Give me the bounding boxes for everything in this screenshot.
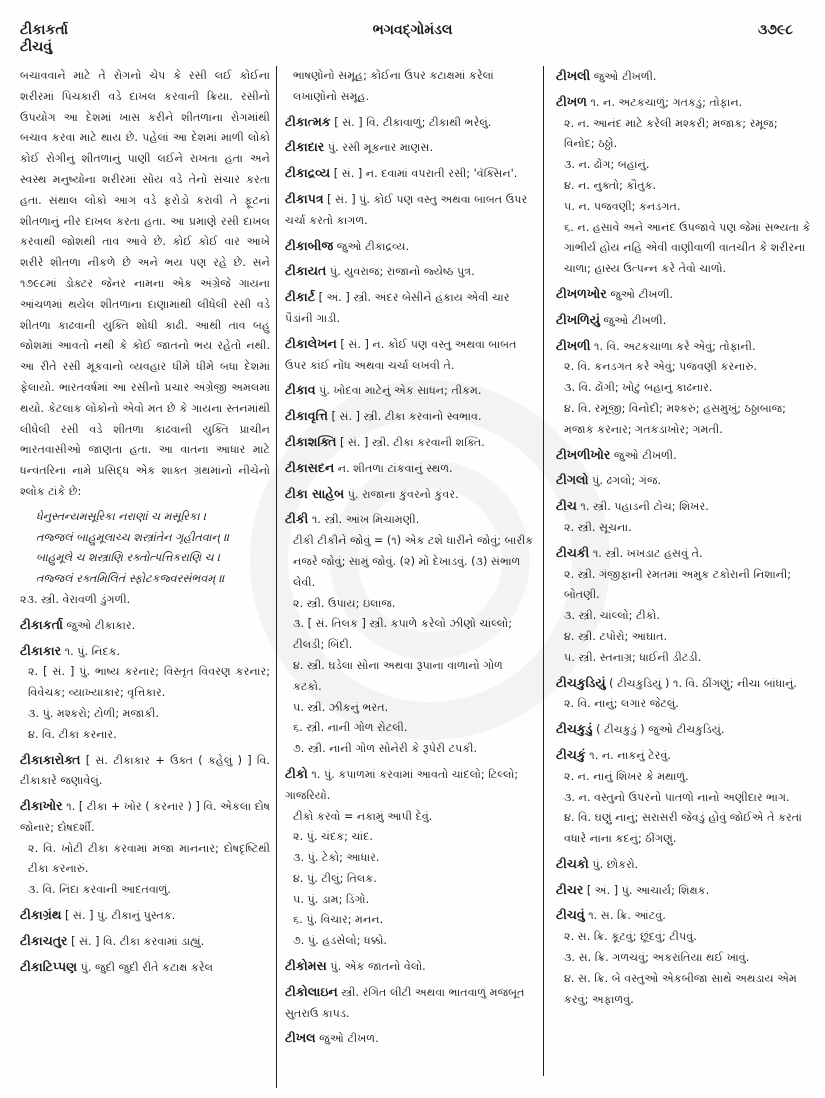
- dictionary-entry: [20, 796, 270, 901]
- sense: ૬. સ્ત્રી. નાની ગોળ રોટલી.: [293, 721, 408, 735]
- verse-line: ધેનુસ્તન્યમસૂરિકા નરાણાં ચ મસૂરિકા ।: [36, 509, 207, 523]
- sense: ૨. વિ. કનડગત કરે એવું; પજવણી કરનારું.: [564, 360, 757, 374]
- headword: ટીકાગ્રંથ: [20, 907, 62, 923]
- continued-definition: ભાષણોનો સમૂહ; કોઈના ઉપર કટાક્ષમાં કરેલાં લખાણોનો સમૂહ.: [293, 69, 494, 103]
- sense: ૫. પું. ડામ; ડિંગો.: [293, 892, 370, 906]
- headword: ટીકાટિપ્પણ: [20, 958, 78, 974]
- dictionary-entry: [285, 287, 535, 330]
- definition: ૧. ન. અટકચાળું; ગતકડું; તોફાન.: [590, 95, 743, 109]
- dictionary-entry: [285, 509, 535, 760]
- headword: ટીચકુડિયું: [556, 674, 606, 690]
- definition: પું. યુવરાજ; રાજાનો જ્યેષ્ઠ પુત્ર.: [329, 265, 475, 279]
- definition: ૧. સ્ત્રી. ખખડાટ હસવું તે.: [592, 546, 703, 560]
- headword: ટીકાત્મક: [285, 113, 331, 129]
- headword: ટીકાકારોક્ત: [20, 751, 81, 767]
- sense: ૨. સ્ત્રી. સૂચના.: [564, 520, 632, 534]
- sense: ૨. સ્ત્રી. ગંજીફાની રમતમાં અમુક ટકોરાની નિશાની; બોતણી.: [564, 567, 792, 602]
- definition: ૧. સ્ત્રી. આંખ મિચામણી.: [311, 513, 420, 527]
- headword: ટીકાશક્તિ: [285, 433, 337, 449]
- dictionary-entry: [20, 615, 270, 637]
- definition: [ સં. ટીકાકાર + ઉક્ત ( કહેલું ) ] વિ. ટીકાકારે જણાવેલું.: [20, 753, 270, 788]
- verse-line: તજ્જલં રક્તમિલિતં સ્ફોટકજ્વરસંભવમ્ ॥: [36, 572, 225, 586]
- headword: ટીકાચતુર: [20, 932, 68, 948]
- sense: ૩. ન. વસ્તુનો ઉપરનો પાતળો નાનો અણીદાર ભાગ.: [564, 790, 790, 804]
- headword: ટીકાવૃત્તિ: [285, 408, 328, 424]
- sense: ૨. ન. નાનું શિખર કે મથાળું.: [564, 769, 689, 783]
- sense: ૫. સ્ત્રી. ઝીકનું ભરત.: [293, 700, 389, 714]
- definition: પું. ખોદવા માટેનું એક સાધન; તીકમ.: [319, 384, 482, 398]
- sense: ૨. સ્ત્રી. ઉપાય; ઇલાજ.: [293, 596, 396, 610]
- sense: ૪. વિ. ઘણું નાનું; સરાસરી જેવડું હોવું જોઈએ તે કરતાં વધારે નાના કદનું; ઠીંગણું.: [564, 811, 802, 846]
- definition: [ સં. ] પું. કોઈ પણ વસ્તુ અથવા બાબત ઉપર ચર્ચા કરતો કાગળ.: [285, 192, 528, 227]
- column-divider: [543, 66, 544, 1076]
- dictionary-entry: [285, 764, 535, 952]
- dictionary-title: ભગવદ્ગોમંડલ: [372, 22, 453, 38]
- sense: ૪. ન. નુક્તો; કૌતુક.: [564, 178, 657, 192]
- headword: ટીકાસદન: [285, 459, 335, 475]
- definition: જુઓ ટીખળ.: [319, 1032, 379, 1046]
- definition: પું. એક જાતનો વેલો.: [330, 960, 426, 974]
- dictionary-entry: [556, 92, 811, 280]
- dictionary-entry: [556, 496, 811, 539]
- dictionary-entry: [285, 334, 535, 377]
- sense: ૩. પું. ટેકો; આધાર.: [293, 851, 380, 865]
- definition: ૧. સ્ત્રી. પહાડની ટોચ; શિખર.: [580, 500, 709, 514]
- sense: ૩. [ સં. તિલક ] સ્ત્રી. કપાળે કરેલો ઝીણો ચાંલ્લો; ટીલડી; બિંદી.: [293, 617, 512, 652]
- dictionary-entry: [20, 931, 270, 953]
- headword: ટીખલ: [285, 1030, 316, 1046]
- definition: [ સં. ] વિ. ટીકા કરવામાં ડાહ્યું.: [71, 934, 205, 948]
- headword: ટીચકો: [556, 855, 589, 871]
- definition: [ સં. ] સ્ત્રી. ટીકા કરવાનો સ્વભાવ.: [331, 410, 482, 424]
- headword: ટીખળખોર: [556, 285, 607, 301]
- dictionary-entry: [556, 854, 811, 876]
- headword: ટીખળિયું: [556, 311, 600, 327]
- definition: ન. શીતળા ટાંકવાનું સ્થળ.: [337, 461, 453, 475]
- dictionary-entry: [20, 957, 270, 979]
- dictionary-entry: [285, 137, 535, 159]
- sense-line: ૨૩. સ્ત્રી. વેરાવળી ડુંગળી.: [20, 592, 131, 606]
- definition: પું. છોકરો.: [592, 857, 639, 871]
- headword: ટીકોલાઇન: [285, 983, 338, 999]
- definition: પું. ઢગલો; ગંજ.: [592, 474, 662, 488]
- sense: ૨. [ સં. ] પું. ભાષ્ય કરનાર; વિસ્તૃત વિવરણ કરનાર; વિવેચક; વ્યાખ્યાકાર; વૃત્તિકાર.: [28, 665, 270, 700]
- definition: ૧. પું. કપાળમાં કરવામાં આવતો ચાંદલો; ટિલ્લો; ગાજરિયો.: [285, 767, 519, 802]
- dictionary-entry: [285, 189, 535, 232]
- sanskrit-verse: [20, 507, 270, 590]
- sense: ૪. વિ. ટીકા કરનાર.: [28, 727, 117, 741]
- headword: ટીકી: [285, 511, 309, 527]
- dictionary-entry: [556, 445, 811, 467]
- guide-word-first: ટીકાકર્તા: [20, 22, 69, 38]
- sense: ૨. પું. ચંદક; ચાંદ.: [293, 830, 373, 844]
- headword: ટીચકી: [556, 544, 590, 560]
- sense: ૫. સ્ત્રી. સ્તનાગ્ર; ધાઈની ડીટડી.: [564, 650, 702, 664]
- definition: સ્ત્રી. રંગિત લીટી અથવા ભાતવાળું મજબૂત સુતરાઉ કાપડ.: [285, 985, 525, 1020]
- dictionary-entry: [556, 880, 811, 902]
- headword: ટીકાર્ટ: [285, 289, 316, 305]
- headword: ટીકાદાર: [285, 139, 325, 155]
- definition: ૧. પું. નિંદક.: [64, 644, 121, 658]
- dictionary-entry: [556, 719, 811, 741]
- dictionary-entry: [556, 905, 811, 1010]
- column-3: [556, 66, 811, 1068]
- definition: જુઓ ટીખળી.: [603, 313, 667, 327]
- sense: ૬. ન. હસાવે અને આનંદ ઉપજાવે પણ જેમાં સભ્યતા કે ગાંભીર્ય હોય નહિ એવી વાણીવાળી વાતચીત કે શરીરના ચાળા; હાસ્ય ઉત્પન્ન કરે તેવો ચાળો.: [564, 220, 811, 276]
- sense: ૩. ન. ઢોંગ; બહાનું.: [564, 158, 650, 172]
- sense: ૭. પું. હડસેલો; ધક્કો.: [293, 934, 387, 948]
- headword: ટીખળ: [556, 93, 587, 109]
- verse-line: બાહુમૂલે ચ શસ્ત્રાણિ રક્તોત્પત્તિકરાણિ ચ ।: [36, 551, 221, 565]
- headword: ટીકાબીજ: [285, 237, 334, 253]
- dictionary-entry: [285, 406, 535, 428]
- page-header: [0, 22, 825, 58]
- dictionary-entry: [556, 66, 811, 88]
- sense: ૪. સ્ત્રી. ટપોરો; આઘાત.: [564, 629, 668, 643]
- definition: પું. જુદી જુદી રીતે કટાક્ષ કરેલ: [80, 960, 214, 974]
- dictionary-entry: [285, 236, 535, 258]
- dictionary-entry: [556, 673, 811, 716]
- definition: પું. રાજાના કુંવરનો કુંવર.: [347, 487, 459, 501]
- dictionary-entry: [285, 432, 535, 454]
- definition: [ સં. ] વિ. ટીકાવાળું; ટીકાથી ભરેલું.: [334, 115, 492, 129]
- sense: ૨. સ. ક્રિ. કૂટવું; છૂંદવું; ટીપવું.: [564, 930, 697, 944]
- dictionary-entry: [285, 112, 535, 134]
- headword: ટીકાદ્રવ્ય: [285, 165, 331, 181]
- continued-paragraph: બચાવવાને માટે તે રોગનો ચેપ કે રસી લઈ કોઈના શરીરમાં પિચકારી વડે દાખલ કરવાની ક્રિયા. રસીનો ઉપયોગ આ દેશમાં ખાસ કરીને શીતળાના રોગમાંથી બચાવ કરવા માટે થાય છે. પહેલાં આ દેશમાં માળી લોકો કોઈ રોગીનું શીતળાનું પાણી લઈને રાખતા હતા અને સ્વસ્થ મનુષ્યોના શરીરમાં સોય વડે તેનો સંચાર કરતા હતા. સંથાલ લોકો આગ વડે ફરોડો કરાવી તે ફૂટનાં શીતળાનું નીર દાખલ કરતા હતા. આ પ્રમાણે રસી દાખલ કરવાથી જોશથી તાવ આવે છે. કોઈ કોઈ વાર આખે શરીરે શીતળા નીકળે છે અને ભય પણ રહે છે. સને ૧૭૯૮માં ડોક્ટર જેનર નામના એક અંગ્રેજે ગાયના આંચળમાં થયેલ શીતળાના દાણામાંથી લીધેલી રસી વડે શીતળા કાઢવાની યુક્તિ શોધી કાઢી. આથી તાવ બહુ જોશમાં આવતો નથી કે કોઈ જાતનો ભય રહેતો નથી. આ રીતે રસી મૂકવાનો વ્યવહાર ધીમે ધીમે બધા દેશમાં ફેલાયો. ભારતવર્ષમાં આ રસીનો પ્રચાર અંગ્રેજી અમલમાં થયો. કેટલાક લોકોનો એવો મત છે કે ગાયના સ્તનમાંથી લીધેલી રસી વડે શીતળા કાઢવાની યુક્તિ પ્રાચીન ભારતવાસીઓ જાણતા હતા. આ વાતના આધાર માટે ધન્વંતરિના નામે પ્રસિદ્ધ એક શાક્ત ગ્રંથમાંનો નીચેનો શ્લોક ટાંકે છે:: [20, 69, 270, 498]
- sense: ૨. વિ. ખોટી ટીકા કરવામાં મજા માનનાર; દોષદૃષ્ટિથી ટીકા કરનારું.: [28, 841, 270, 876]
- dictionary-entry: [285, 261, 535, 283]
- definition: [ સં. ] પું. ટીકાનું પુસ્તક.: [65, 909, 176, 923]
- definition: ૧. [ ટીકા + ખોર ( કરનાર ) ] વિ. એકલા દોષ જોનાર; દોષદર્શી.: [20, 800, 270, 834]
- sense: ૪. સ્ત્રી. ઘડેલા સોના અથવા રૂપાના વાળાનો ગોળ કટકો.: [293, 658, 503, 693]
- definition: ૧. સ. ક્રિ. આંટવું.: [588, 909, 666, 923]
- verse-line: તજ્જલં બાહુમૂલાચ્ચ શસ્ત્રાંતેન ગૃહીતવાન્ ॥: [36, 530, 230, 544]
- dictionary-entry: [285, 458, 535, 480]
- definition: જુઓ ટીકાદ્રવ્ય.: [336, 239, 410, 253]
- definition: [ સં. ] ન. દવામાં વપરાતી રસી; 'વૅક્સિન'.: [333, 167, 518, 181]
- definition: ૧. વિ. અટકચાળા કરે એવું; તોફાની.: [594, 339, 756, 353]
- dictionary-entry: [285, 380, 535, 402]
- headword: ટીકો: [285, 765, 308, 781]
- headword: ટીકાયત: [285, 263, 327, 279]
- definition: જુઓ ટીખળી.: [610, 287, 674, 301]
- sense: ૩. વિ. ઢોંગી; ખોટું બહાનું કાઢનાર.: [564, 381, 713, 395]
- dictionary-entry: [556, 745, 811, 850]
- column-1: [20, 66, 270, 1068]
- definition: ( ટીચકુડું ) જુઓ ટીચકુડિયું.: [596, 723, 725, 737]
- headword: ટીખળી: [556, 337, 591, 353]
- dictionary-entry: [556, 543, 811, 669]
- page-number: ૩૭૯૮: [757, 22, 793, 38]
- sense: ૩. પું. મશ્કરો; ટોળી; મજાકી.: [28, 706, 160, 720]
- definition: જુઓ ટીખળી.: [613, 448, 677, 462]
- sense: ૩. સ. ક્રિ. ગળચવું; અકરાંતિયા થઈ ખાવું.: [564, 951, 750, 965]
- definition: ( ટીચકુડિયું ) ૧. વિ. ઠીંગણું; નીચા બાંધાનું.: [609, 676, 797, 690]
- dictionary-entry: [285, 163, 535, 185]
- dictionary-entry: [556, 336, 811, 441]
- headword: ટીચર: [556, 881, 584, 897]
- headword: ટીકાવ: [285, 382, 316, 398]
- idiom: ટીકો કરવો = નકામું આપી દેવું.: [293, 809, 433, 823]
- headword: ટીગલો: [556, 472, 589, 488]
- dictionary-entry: [285, 956, 535, 978]
- dictionary-entry: [285, 484, 535, 506]
- headword: ટીકાખોર: [20, 798, 63, 814]
- sense: ૩. વિ. નિંદા કરવાની આદતવાળું.: [28, 883, 171, 897]
- guide-word-last: ટીચવું: [20, 39, 53, 55]
- dictionary-entry: [285, 982, 535, 1025]
- sense: ૨. વિ. નાનું; લગાર જેટલું.: [564, 697, 679, 711]
- headword: ટીકાકાર: [20, 642, 62, 658]
- headword: ટીચકુડું: [556, 721, 593, 737]
- sense: ૪. સ. ક્રિ. બે વસ્તુઓ એકબીજા સાથે અથડાય એમ કરવું; અફાળવું.: [564, 971, 797, 1006]
- headword: ટીકાકર્તા: [20, 616, 63, 632]
- sense: ૫. ન. પજવણી; કનડગત.: [564, 199, 681, 213]
- headword: ટીચવું: [556, 907, 585, 923]
- definition: [ સં. ] સ્ત્રી. ટીકા કરવાની શક્તિ.: [339, 435, 485, 449]
- dictionary-entry: [20, 905, 270, 927]
- column-divider: [276, 66, 277, 1088]
- column-2: [285, 66, 535, 1068]
- dictionary-entry: [556, 470, 811, 492]
- sense: ૨. ન. આનંદ માટે કરેલી મશ્કરી; મજાક; રમૂજ; વિનોદ; ઠઠ્ઠો.: [564, 116, 778, 151]
- sense: ૭. સ્ત્રી. નાની ગોળ સોનેરી કે રૂપેરી ટપકી.: [293, 742, 477, 756]
- dictionary-entry: [556, 310, 811, 332]
- dictionary-entry: [556, 284, 811, 306]
- headword: ટીકાલેખન: [285, 335, 337, 351]
- sense: ૩. સ્ત્રી. ચાંલ્લો; ટીકો.: [564, 609, 660, 623]
- sense: ૬. પું. વિચાર; મનન.: [293, 913, 384, 927]
- dictionary-entry: [20, 641, 270, 746]
- definition: જુઓ ટીકાકાર.: [66, 618, 136, 632]
- headword: ટીકાપત્ર: [285, 190, 324, 206]
- headword: ટીકોમસ: [285, 958, 327, 974]
- idiom: ટીકી ટીકીને જોવું = (૧) એક ટશે ધારીને જોવું; બારીક નજરે જોવું; સામું જોવું. (૨) મોં દેખાડવું. (૩) સંભાળ લેવી.: [293, 534, 534, 589]
- definition: [ અં. ] પું. આચાર્ય; શિક્ષક.: [586, 883, 710, 897]
- headword: ટીખલી: [556, 68, 591, 83]
- headword: ટીખળીખોર: [556, 446, 611, 462]
- definition: [ અં. ] સ્ત્રી. અંદર બેસીને હંકાય એવી ચાર પૈડાંની ગાડી.: [285, 291, 510, 325]
- dictionary-entry: [20, 750, 270, 793]
- headword: ટીકા સાહેબ: [285, 485, 345, 501]
- dictionary-entry: [285, 1028, 535, 1050]
- sense: ૪. પું. ટીલું; તિલક.: [293, 871, 377, 885]
- definition: [ સં. ] ન. કોઈ પણ વસ્તુ અથવા બાબત ઉપર કાંઈ નોંધ અથવા ચર્ચા લખવી તે.: [285, 337, 517, 372]
- headword: ટીચ: [556, 498, 577, 514]
- headword: ટીચકું: [556, 746, 586, 762]
- definition: જુઓ ટીખળી.: [593, 70, 657, 83]
- definition: ૧. ન. નાકનું ટેરવું.: [589, 748, 671, 762]
- definition: પું. રસી મૂકનાર માણસ.: [327, 141, 434, 155]
- sense: ૪. વિ. રમૂજી; વિનોદી; મશ્કરું; હસમુખું; ઠઠ્ઠાબાજ; મજાક કરનાર; ગતકડાખોર; ગમતી.: [564, 401, 786, 436]
